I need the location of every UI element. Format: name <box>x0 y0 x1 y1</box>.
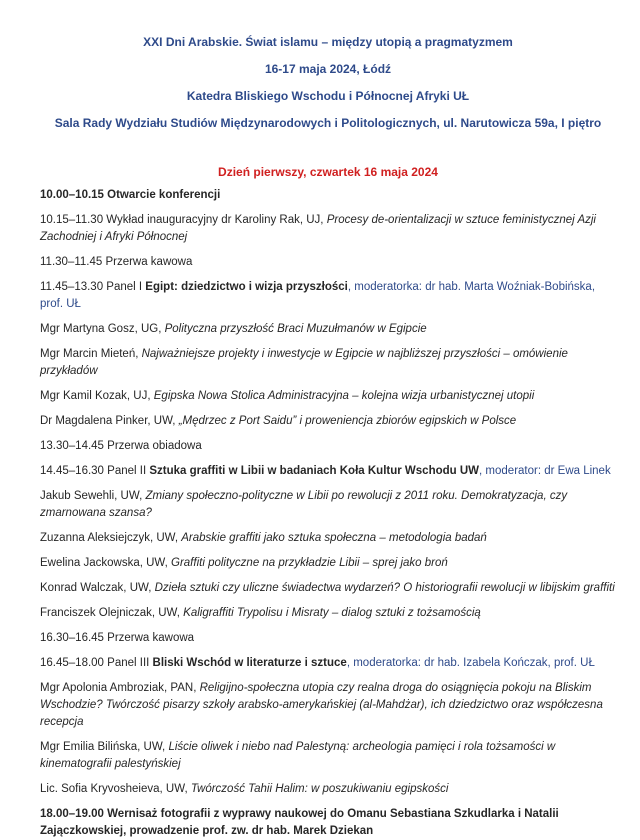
program-entry <box>40 739 616 773</box>
entry-text: Zuzanna Aleksiejczyk, UW, <box>40 532 182 544</box>
program-entry <box>40 680 616 731</box>
entry-text: Mgr Marcin Mieteń, <box>40 348 142 360</box>
program-entry <box>40 580 616 597</box>
conference-title: XXI Dni Arabskie. Świat islamu – między utopią a pragmatyzmem <box>143 35 513 49</box>
talk-title: Kaligraffiti Trypolisu i Misraty – dialog sztuki z tożsamością <box>183 607 481 619</box>
moderator: , moderatorka: dr hab. Marta Woźniak-Bobińska, prof. UŁ <box>40 281 596 310</box>
program-entry <box>40 388 616 405</box>
entry-text: 10.15–11.30 Wykład inauguracyjny dr Karoliny Rak, UJ, <box>40 214 327 226</box>
entry-text: 16.30–16.45 Przerwa kawowa <box>40 632 195 644</box>
program-entry <box>40 488 616 522</box>
program-entry <box>40 806 616 840</box>
entry-text: Mgr Kamil Kozak, UJ, <box>40 390 154 402</box>
entry-text: 18.00–19.00 Wernisaż fotografii z wyprawy naukowej do Omanu Sebastiana Szkudlarka i Natalii Zajączkowskiej, prowadzenie prof. zw. dr hab. Marek Dziekan <box>40 808 559 837</box>
entry-text: Konrad Walczak, UW, <box>40 582 155 594</box>
talk-title: Egipska Nowa Stolica Administracyjna – kolejna wizja urbanistycznej utopii <box>153 390 535 402</box>
day-heading: Dzień pierwszy, czwartek 16 maja 2024 <box>218 165 438 179</box>
talk-title: Graffiti polityczne na przykładzie Libii – sprej jako broń <box>171 557 448 569</box>
talk-title: Arabskie graffiti jako sztuka społeczna – metodologia badań <box>181 532 487 544</box>
program-entry <box>40 463 616 480</box>
entry-text: 11.30–11.45 Przerwa kawowa <box>40 256 193 268</box>
organizer: Katedra Bliskiego Wschodu i Północnej Afryki UŁ <box>186 89 470 103</box>
talk-title: „Mędrzec z Port Saidu” i proweniencja zbiorów egipskich w Polsce <box>178 415 517 427</box>
program-entry <box>40 346 616 380</box>
moderator: , moderatorka: dr hab. Izabela Kończak, prof. UŁ <box>346 657 595 669</box>
panel-title: Sztuka graffiti w Libii w badaniach Koła Kultur Wschodu UW <box>149 465 480 477</box>
entry-text: Ewelina Jackowska, UW, <box>40 557 172 569</box>
talk-title: Zmiany społeczno-polityczne w Libii po rewolucji z 2011 roku. Demokratyzacja, czy zmarnowana szansa? <box>40 490 568 519</box>
entry-text: Lic. Sofia Kryvosheieva, UW, <box>40 783 191 795</box>
venue: Sala Rady Wydziału Studiów Międzynarodowych i Politologicznych, ul. Narutowicza 59a, I piętro <box>54 116 602 130</box>
entry-text: Dr Magdalena Pinker, UW, <box>40 415 179 427</box>
program-entry <box>40 555 616 572</box>
program-entry <box>40 321 616 338</box>
moderator: , moderator: dr Ewa Linek <box>479 465 611 477</box>
program-entry <box>40 187 616 204</box>
program-list <box>40 187 616 840</box>
program-entry <box>40 413 616 430</box>
conference-dates: 16-17 maja 2024, Łódź <box>264 62 392 76</box>
entry-text: Mgr Apolonia Ambroziak, PAN, <box>40 682 200 694</box>
entry-text: 14.45–16.30 Panel II <box>40 465 150 477</box>
program-entry <box>40 254 616 271</box>
talk-title: Polityczna przyszłość Braci Muzułmanów w Egipcie <box>164 323 427 335</box>
entry-text: Franciszek Olejniczak, UW, <box>40 607 184 619</box>
program-entry <box>40 630 616 647</box>
talk-title: Liście oliwek i niebo nad Palestyną: archeologia pamięci i rola tożsamości w kinematografii palestyńskiej <box>40 741 556 770</box>
program-entry <box>40 781 616 798</box>
program-entry <box>40 438 616 455</box>
talk-title: Najważniejsze projekty i inwestycje w Egipcie w najbliższej przyszłości – omówienie przykładów <box>40 348 568 377</box>
entry-text: 13.30–14.45 Przerwa obiadowa <box>40 440 202 452</box>
program-entry <box>40 212 616 246</box>
entry-text: 11.45–13.30 Panel I <box>40 281 146 293</box>
talk-title: Dzieła sztuki czy uliczne świadectwa wydarzeń? O historiografii rewolucji w libijskim graffiti <box>154 582 615 594</box>
program-entry <box>40 605 616 622</box>
entry-text: 16.45–18.00 Panel III <box>40 657 153 669</box>
panel-title: Bliski Wschód w literaturze i sztuce <box>152 657 347 669</box>
program-entry <box>40 530 616 547</box>
entry-text: Mgr Emilia Bilińska, UW, <box>40 741 169 753</box>
program-entry <box>40 279 616 313</box>
talk-title: Twórczość Tahii Halim: w poszukiwaniu egipskości <box>190 783 449 795</box>
entry-text: 10.00–10.15 Otwarcie konferencji <box>40 189 221 201</box>
entry-text: Jakub Sewehli, UW, <box>40 490 146 502</box>
program-entry <box>40 655 616 672</box>
panel-title: Egipt: dziedzictwo i wizja przyszłości <box>145 281 348 293</box>
talk-title: Religijno-społeczna utopia czy realna droga do osiągnięcia pokoju na Bliskim Wschodzie? Twórczość pisarzy szkoły arabsko-amerykańskiej (al-Mahdżar), ich dziedzictwo oraz współczesna recepcja <box>40 682 603 728</box>
entry-text: Mgr Martyna Gosz, UG, <box>40 323 165 335</box>
talk-title: Procesy de-orientalizacji w sztuce feministycznej Azji Zachodniej i Afryki Północnej <box>40 214 596 243</box>
